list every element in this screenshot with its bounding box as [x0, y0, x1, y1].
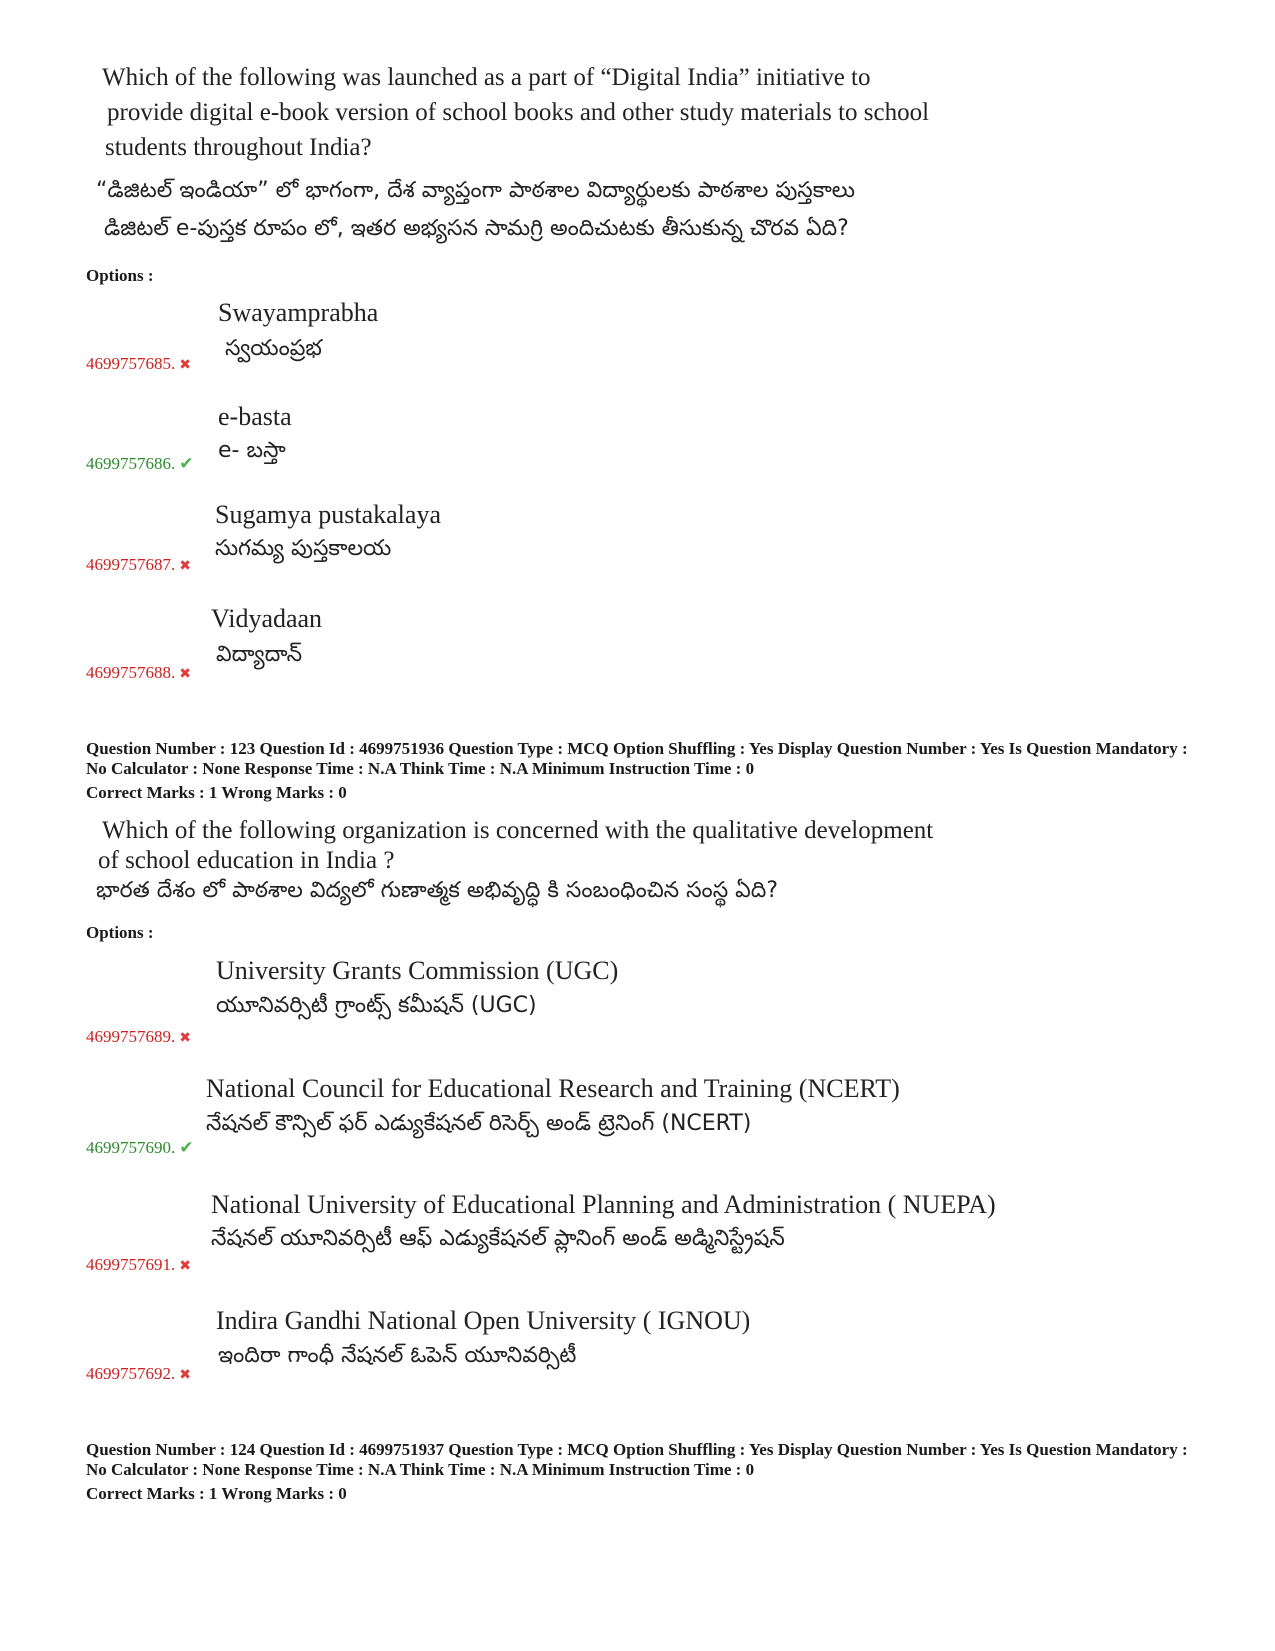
option-id-number: 4699757692. — [86, 1364, 176, 1383]
cross-icon: ✖ — [179, 1368, 191, 1383]
options-label: Options : — [86, 923, 154, 942]
check-icon: ✔ — [179, 454, 194, 473]
cross-icon: ✖ — [179, 1259, 191, 1274]
question-2-telugu-line-1: భారత దేశం లో పాఠశాల విద్యలో గుణాత్మక అభివృద్ధి కి సంబంధించిన సంస్థ ఏది? — [96, 878, 778, 903]
question-1-text-line-1: Which of the following was launched as a part of “Digital India” initiative to — [102, 64, 871, 91]
option-id-number: 4699757691. — [86, 1255, 176, 1274]
option-id — [86, 663, 191, 683]
question-marks: Correct Marks : 1 Wrong Marks : 0 — [86, 1484, 347, 1503]
option-id-number: 4699757686. — [86, 454, 176, 473]
cross-icon: ✖ — [179, 358, 191, 373]
option-id — [86, 555, 191, 575]
option-id — [86, 1138, 194, 1158]
option-id — [86, 1255, 191, 1275]
option-text: University Grants Commission (UGC) — [216, 956, 619, 985]
question-1-text-line-2: provide digital e-book version of school books and other study materials to school — [107, 99, 930, 126]
question-marks: Correct Marks : 1 Wrong Marks : 0 — [86, 783, 347, 802]
option-telugu: e- బస్తా — [218, 438, 286, 463]
option-text: National Council for Educational Research and Training (NCERT) — [206, 1074, 900, 1103]
option-id-number: 4699757690. — [86, 1138, 176, 1157]
question-2-text-line-1: Which of the following organization is concerned with the qualitative development — [102, 817, 934, 844]
option-id-number: 4699757688. — [86, 663, 176, 682]
option-id — [86, 1027, 191, 1047]
option-text: Swayamprabha — [218, 298, 379, 327]
cross-icon: ✖ — [179, 667, 191, 682]
option-id-number: 4699757687. — [86, 555, 176, 574]
cross-icon: ✖ — [179, 1031, 191, 1046]
option-id — [86, 1364, 191, 1384]
check-icon: ✔ — [179, 1138, 194, 1157]
option-text: Indira Gandhi National Open University ( IGNOU) — [216, 1306, 751, 1335]
question-2-text-line-2: of school education in India ? — [98, 847, 395, 874]
option-id-number: 4699757685. — [86, 354, 176, 373]
options-label: Options : — [86, 266, 154, 285]
option-id-number: 4699757689. — [86, 1027, 176, 1046]
option-telugu: సుగమ్య పుస్తకాలయ — [215, 536, 392, 561]
question-1-telugu-line-1: “డిజిటల్ ఇండియా” లో భాగంగా, దేశ వ్యాప్తంగా పాఠశాల విద్యార్థులకు పాఠశాల పుస్తకాలు — [96, 178, 855, 203]
question-meta: Question Number : 124 Question Id : 4699751937 Question Type : MCQ Option Shuffling : Yes Display Question Number : Yes Is Question Mandatory : No Calculator : None Response Time : N.A Think Time : N.A Minimum Instruction Time : 0 — [86, 1440, 1188, 1479]
question-meta: Question Number : 123 Question Id : 4699751936 Question Type : MCQ Option Shuffling : Yes Display Question Number : Yes Is Question Mandatory : No Calculator : None Response Time : N.A Think Time : N.A Minimum Instruction Time : 0 — [86, 739, 1188, 778]
option-text: Vidyadaan — [211, 604, 323, 633]
option-id — [86, 354, 191, 374]
option-telugu: నేషనల్ కౌన్సిల్ ఫర్ ఎడ్యుకేషనల్ రిసెర్చ్ అండ్ ట్రెనింగ్ (NCERT) — [206, 1111, 752, 1136]
option-text: Sugamya pustakalaya — [215, 500, 441, 529]
option-telugu: యూనివర్సిటీ గ్రాంట్స్ కమీషన్ (UGC) — [216, 993, 537, 1018]
option-text: National University of Educational Planning and Administration ( NUEPA) — [211, 1190, 996, 1219]
option-telugu: స్వయంప్రభ — [225, 336, 322, 361]
option-telugu: ఇందిరా గాంధీ నేషనల్ ఓపెన్ యూనివర్సిటీ — [218, 1343, 577, 1368]
option-id — [86, 454, 194, 474]
option-telugu: నేషనల్ యూనివర్సిటీ ఆఫ్ ఎడ్యుకేషనల్ ప్లానింగ్ అండ్ అడ్మినిస్ట్రేషన్ — [211, 1226, 785, 1251]
question-1-text-line-3: students throughout India? — [105, 134, 372, 161]
option-telugu: విద్యాదాన్ — [216, 642, 303, 667]
cross-icon: ✖ — [179, 559, 191, 574]
question-1-telugu-line-2: డిజిటల్ e-పుస్తక రూపం లో, ఇతర అభ్యసన సామగ్రి అందిచుటకు తీసుకున్న చొరవ ఏది? — [104, 216, 849, 241]
option-text: e-basta — [218, 402, 292, 431]
